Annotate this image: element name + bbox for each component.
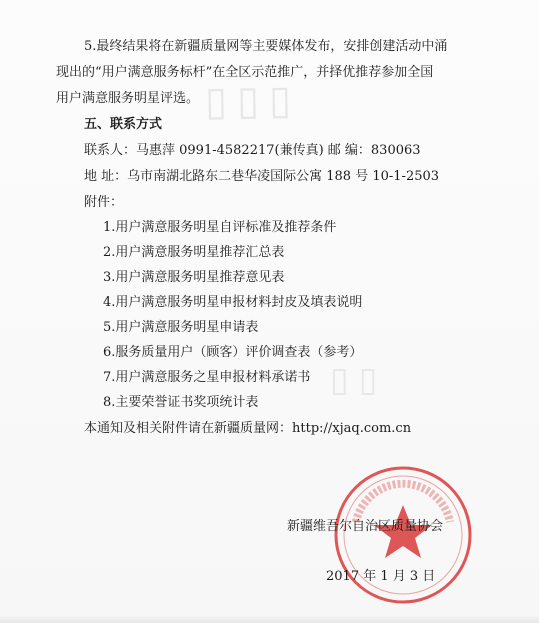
contact-address-line: 地 址：乌市南湖北路东二巷华凌国际公寓 188 号 10-1-2503 — [84, 169, 440, 184]
attachment-item: 6.服务质量用户（顾客）评价调查表（参考） — [103, 345, 363, 360]
attachment-item: 4.用户满意服务明星申报材料封皮及填表说明 — [103, 295, 363, 310]
paragraph-line: 用户满意服务明星评选。 — [56, 91, 200, 106]
paragraph-line: 现出的“用户满意服务标杆”在全区示范推广，并择优推荐参加全国 — [56, 65, 434, 80]
attachment-item: 1.用户满意服务明星自评标准及推荐条件 — [103, 220, 337, 235]
attachment-item: 7.用户满意服务之星申报材料承诺书 — [103, 370, 311, 385]
paragraph-line: 5.最终结果将在新疆质量网等主要媒体发布，安排创建活动中涌 — [84, 39, 448, 54]
attachments-label: 附件： — [84, 195, 124, 210]
contact-person-line: 联系人：马惠萍 0991-4582217(兼传真) 邮 编：830063 — [84, 143, 421, 158]
notice-line: 本通知及相关附件请在新疆质量网：http://xjaq.com.cn — [84, 421, 412, 436]
section-heading: 五、联系方式 — [84, 117, 163, 132]
attachment-item: 3.用户满意服务明星推荐意见表 — [103, 270, 285, 285]
attachment-item: 2.用户满意服务明星推荐汇总表 — [103, 245, 285, 260]
page-bottom-edge — [0, 615, 539, 623]
signature-date: 2017 年 1 月 3 日 — [326, 569, 436, 584]
signature: 新疆维吾尔自治区质量协会 — [287, 519, 444, 534]
attachment-item: 5.用户满意服务明星申请表 — [103, 320, 259, 335]
official-stamp — [328, 460, 478, 610]
attachment-item: 8.主要荣誉证书奖项统计表 — [103, 395, 259, 410]
bleed-through-text: ▯▯▯ — [204, 77, 302, 125]
bleed-through-text-2: ▯▯ — [330, 360, 388, 400]
